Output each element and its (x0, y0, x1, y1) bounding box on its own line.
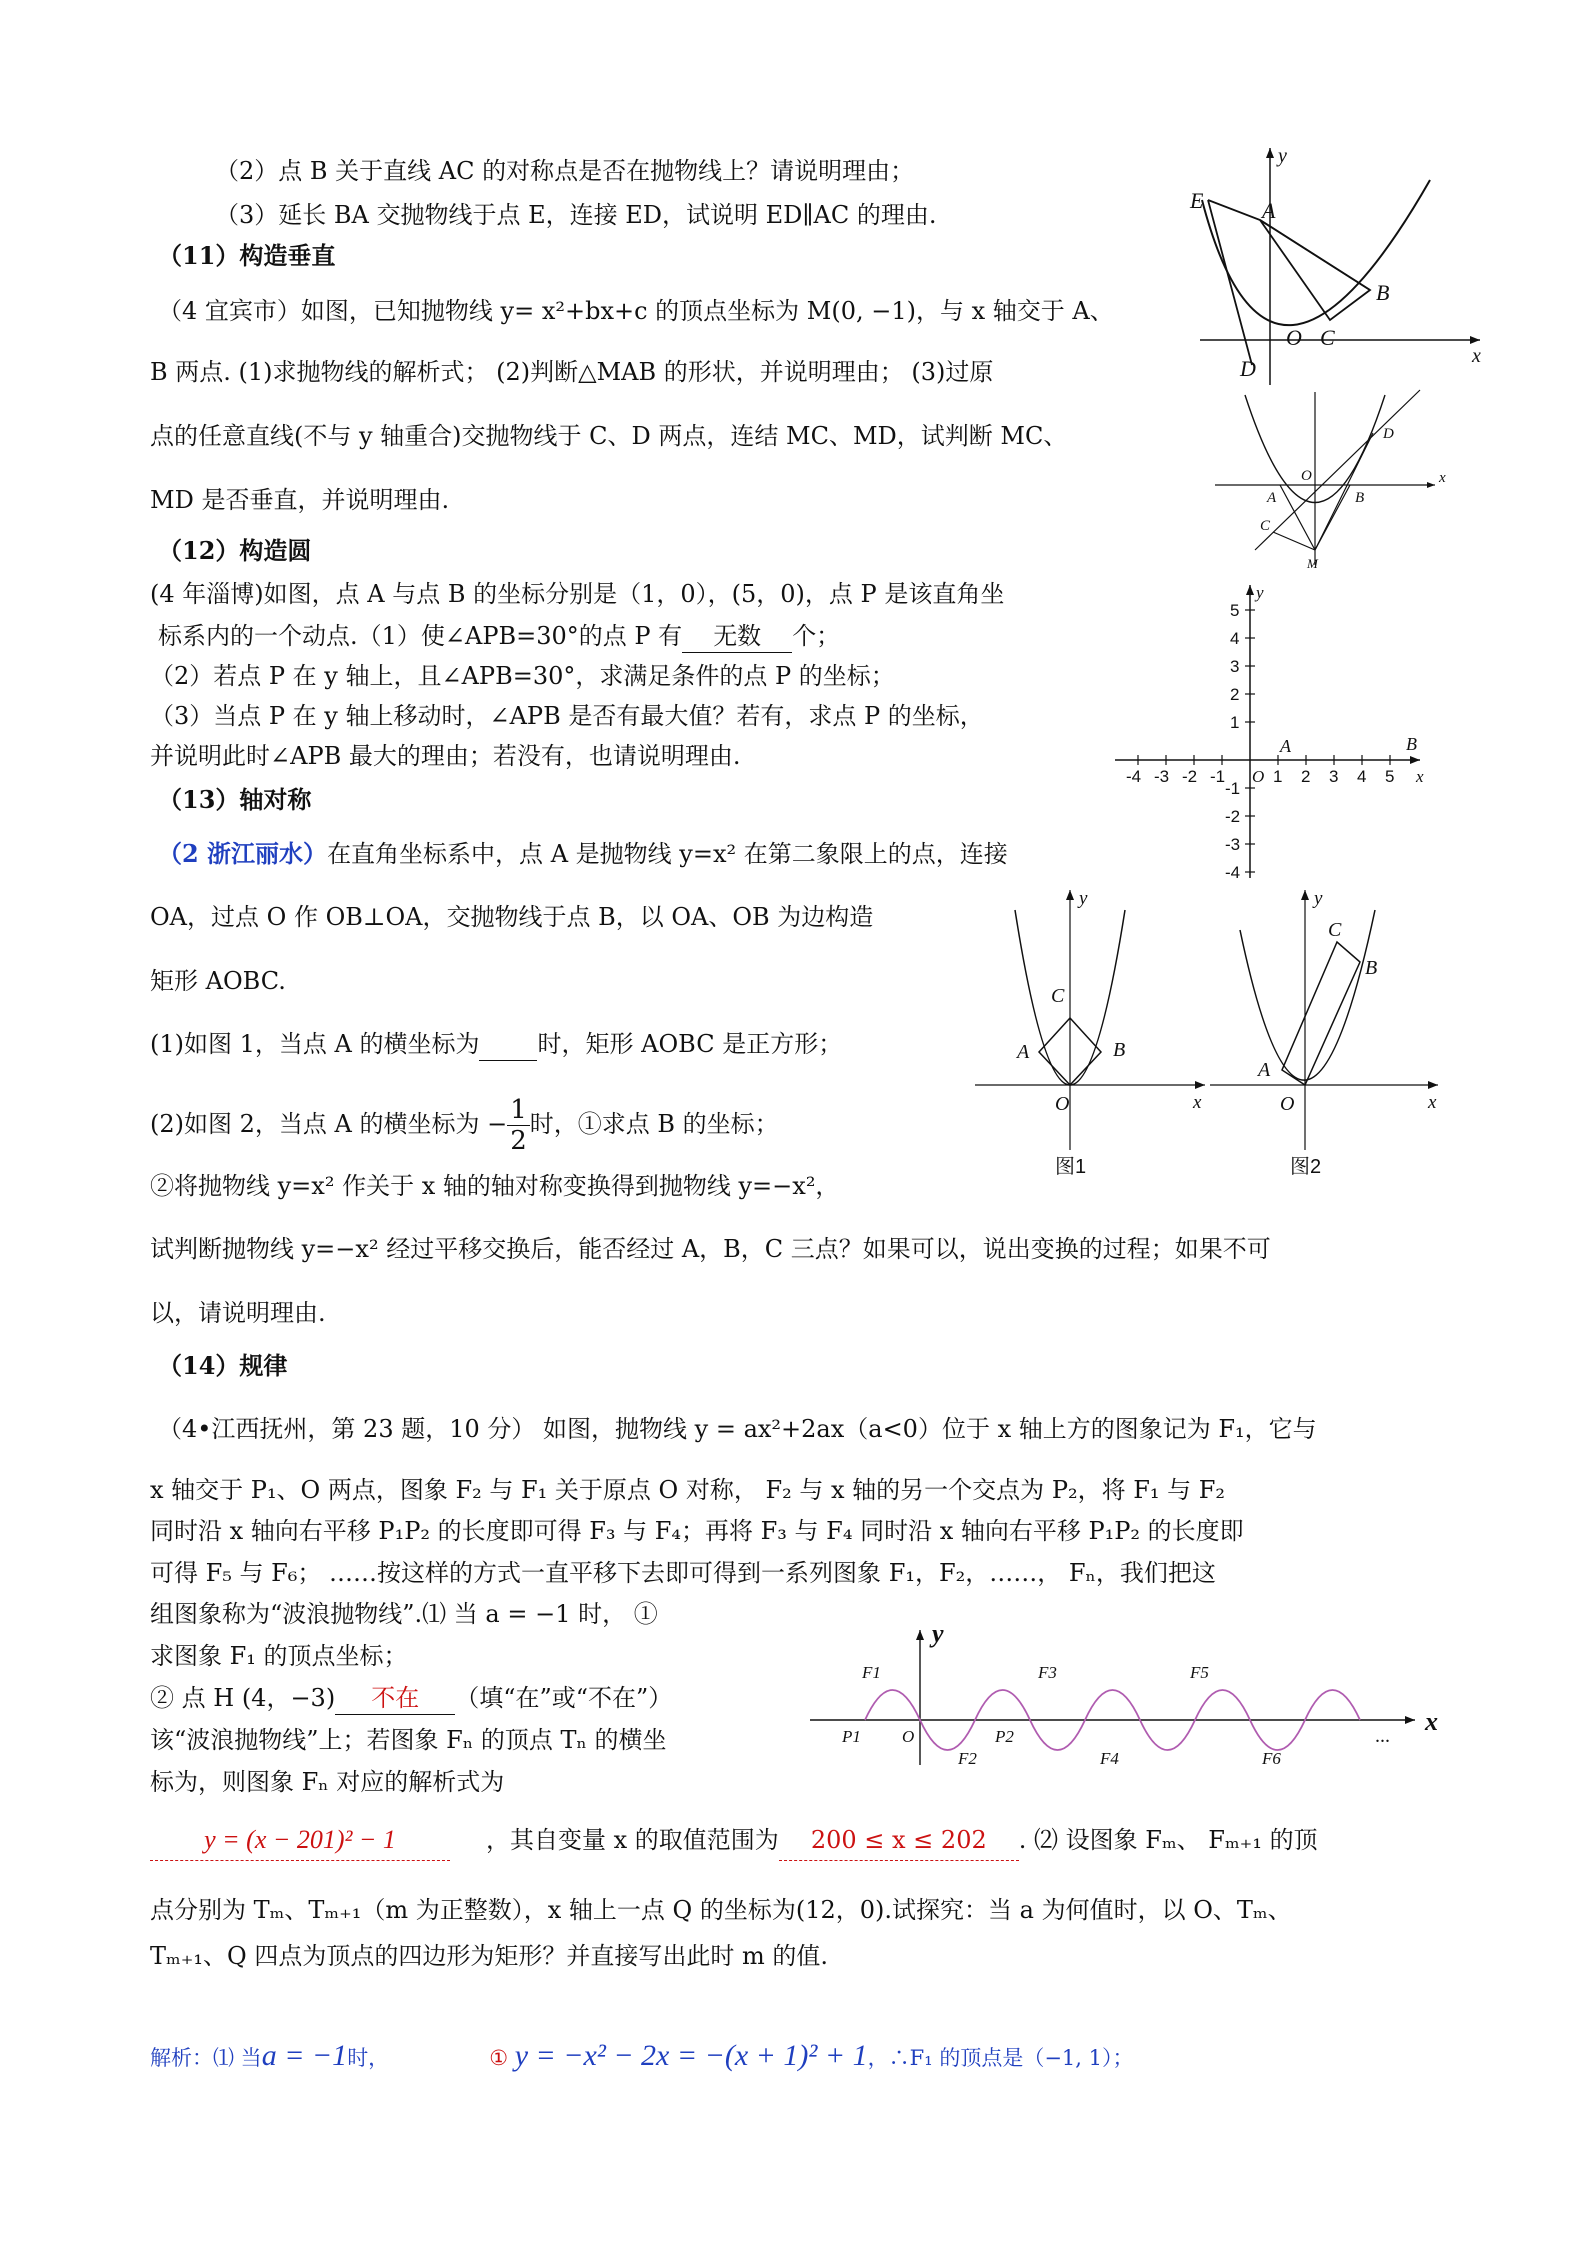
answer-expression: y = (x − 201)² − 1 (150, 1820, 450, 1861)
answer-range: 200 ≤ x ≤ 202 (779, 1820, 1019, 1861)
fig13b-label-B: B (1365, 957, 1378, 979)
fig12-label-A: A (1280, 736, 1291, 756)
fig13a-label-C: C (1051, 985, 1065, 1007)
fig14-label-y: y (932, 1619, 944, 1648)
fig12-ym2: -2 (1225, 807, 1241, 826)
fig12-x1: 1 (1273, 767, 1283, 786)
p14-k: 点分别为 Tₘ、Tₘ₊₁（m 为正整数），x 轴上一点 Q 的坐标为(12，0).试探究：当 a 为何值时，以 O、Tₘ、 (150, 1896, 1292, 1924)
solution-line (150, 2036, 1134, 2078)
fig10-label-E: E (1190, 188, 1204, 213)
fig14-label-O: O (902, 1727, 915, 1746)
p14-a: （4•江西抚州，第 23 题，10 分） 如图，抛物线 y = ax²+2ax（a<0）位于 x 轴上方的图象记为 F₁，它与 (158, 1415, 1317, 1443)
sol-mid: 时， (347, 2046, 390, 2070)
fig12-xm4: -4 (1126, 767, 1142, 786)
p13-a (158, 838, 1008, 870)
fig13a-label-A: A (1017, 1041, 1030, 1063)
figure-13-2 (1210, 890, 1450, 1180)
p12-b-post: 个； (792, 622, 841, 650)
p12-c: （2）若点 P 在 y 轴上，且∠APB=30°，求满足条件的点 P 的坐标； (150, 662, 895, 690)
p10-q3: （3）延长 BA 交抛物线于点 E，连接 ED，试说明 ED∥AC 的理由. (215, 201, 937, 229)
fig13a-label-x: x (1193, 1092, 1202, 1113)
p14-j-post: . ⑵ 设图象 Fₘ、 Fₘ₊₁ 的顶 (1018, 1826, 1318, 1854)
fig14-label-F4: F4 (1100, 1749, 1119, 1768)
fig13a-label-y: y (1079, 888, 1088, 909)
fig14-label-F3: F3 (1038, 1663, 1057, 1682)
p14-f: 求图象 F₁ 的顶点坐标； (150, 1642, 408, 1670)
fig13b-label-y: y (1314, 888, 1323, 909)
fig11-label-B: B (1355, 490, 1365, 506)
fig12-ym1: -1 (1225, 779, 1241, 798)
p13-e-pre: (2)如图 2，当点 A 的横坐标为 − (150, 1110, 508, 1138)
p14-g (150, 1682, 672, 1715)
fig13a-label-B: B (1113, 1039, 1126, 1061)
fig12-xm3: -3 (1154, 767, 1170, 786)
heading-11: （11）构造垂直 (158, 241, 336, 270)
p14-c: 同时沿 x 轴向右平移 P₁P₂ 的长度即可得 F₃ 与 F₄；再将 F₃ 与 F₄ 同时沿 x 轴向右平移 P₁P₂ 的长度即 (150, 1517, 1244, 1545)
heading-13: （13）轴对称 (158, 785, 312, 814)
p12-b (158, 620, 840, 653)
p14-l: Tₘ₊₁、Q 四点为顶点的四边形为矩形？并直接写出此时 m 的值. (150, 1942, 828, 1970)
sol-pre: 解析：⑴ 当 (150, 2046, 262, 2070)
frac-num: 1 (507, 1095, 530, 1126)
fig12-ym3: -3 (1225, 835, 1241, 854)
p14-h: 该“波浪抛物线”上；若图象 Fₙ 的顶点 Tₙ 的横坐 (150, 1726, 667, 1754)
fig12-xm2: -2 (1182, 767, 1198, 786)
fig12-xm1: -1 (1210, 767, 1226, 786)
p12-d: （3）当点 P 在 y 轴上移动时，∠APB 是否有最大值？若有，求点 P 的坐标， (150, 702, 984, 730)
p14-e: 组图象称为“波浪抛物线”.⑴ 当 a = −1 时， ① (150, 1600, 658, 1628)
fig14-label-P1: P1 (842, 1727, 861, 1746)
p11-b: B 两点. (1)求抛物线的解析式； (2)判断△MAB 的形状，并说明理由； (3)过原 (150, 358, 994, 386)
fig12-x5: 5 (1385, 767, 1395, 786)
p13-e (150, 1092, 779, 1156)
p13-h: 以，请说明理由. (150, 1299, 326, 1327)
fig12-ym4: -4 (1225, 863, 1241, 882)
p11-c: 点的任意直线(不与 y 轴重合)交抛物线于 C、D 两点，连结 MC、MD，试判断 MC、 (150, 422, 1068, 450)
heading-14: （14）规律 (158, 1351, 288, 1380)
fig14-label-F1: F1 (862, 1663, 881, 1682)
fig14-label-F2: F2 (958, 1749, 977, 1768)
fig11-label-x: x (1439, 470, 1446, 486)
p13-c: 矩形 AOBC. (150, 967, 286, 995)
fig14-label-P2: P2 (995, 1727, 1014, 1746)
p13-d (150, 1028, 842, 1061)
fig12-y3: 3 (1230, 657, 1240, 676)
p14-d: 可得 F₅ 与 F₆； ……按这样的方式一直平移下去即可得到一系列图象 F₁，F₂，……， Fₙ，我们把这 (150, 1559, 1216, 1587)
fig12-y1: 1 (1230, 713, 1240, 732)
figure-11 (1205, 390, 1455, 570)
p14-g-post: （填“在”或“不在”） (455, 1684, 673, 1712)
p13-d-post: 时，矩形 AOBC 是正方形； (537, 1030, 843, 1058)
p13-d-pre: (1)如图 1，当点 A 的横坐标为 (150, 1030, 480, 1058)
fig11-label-A: A (1267, 490, 1277, 506)
fig13a-caption: 图1 (1055, 1156, 1087, 1178)
sol-post: ，∴F₁ 的顶点是（−1, 1）； (867, 2046, 1134, 2070)
sol-eq: y = −x² − 2x = −(x + 1)² + 1 (514, 2039, 868, 2072)
fig10-label-y: y (1278, 145, 1287, 167)
p13-e-post: 时，①求点 B 的坐标； (529, 1110, 779, 1138)
fig12-x3: 3 (1329, 767, 1339, 786)
figure-13-1 (975, 890, 1215, 1180)
p10-q2: （2）点 B 关于直线 AC 的对称点是否在抛物线上？请说明理由； (215, 157, 915, 185)
fig14-label-ellipsis: ... (1375, 1725, 1390, 1747)
answer-blank (479, 1028, 537, 1061)
answer-blank-infinite: 无数 (682, 620, 792, 653)
figure-14 (810, 1620, 1450, 1780)
figure-12 (1110, 580, 1440, 880)
p13-a-text: 在直角坐标系中，点 A 是抛物线 y=x² 在第二象限上的点，连接 (327, 840, 1008, 868)
heading-12: （12）构造圆 (158, 536, 312, 565)
figure-10 (1190, 140, 1490, 390)
fig10-label-D: D (1240, 356, 1256, 381)
fig12-y2: 2 (1230, 685, 1240, 704)
p13-g: 试判断抛物线 y=−x² 经过平移交换后，能否经过 A，B，C 三点？如果可以，说出变换的过程；如果不可 (150, 1235, 1271, 1263)
p14-b: x 轴交于 P₁、O 两点，图象 F₂ 与 F₁ 关于原点 O 对称， F₂ 与 x 轴的另一个交点为 P₂，将 F₁ 与 F₂ (150, 1476, 1226, 1504)
p11-a: （4 宜宾市）如图，已知抛物线 y= x²+bx+c 的顶点坐标为 M(0, −1)，与 x 轴交于 A、 (158, 297, 1114, 325)
fig10-label-C: C (1320, 325, 1335, 350)
fig11-label-M: M (1307, 556, 1318, 571)
p14-j (150, 1820, 1318, 1861)
fig10-label-B: B (1376, 280, 1390, 305)
sol-circle: ① (489, 2046, 509, 2070)
p13-f: ②将抛物线 y=x² 作关于 x 轴的轴对称变换得到抛物线 y=−x²， (150, 1172, 840, 1200)
fig13a-label-O: O (1055, 1093, 1070, 1115)
fig14-label-x: x (1425, 1707, 1438, 1736)
sol-a: a = −1 (261, 2039, 348, 2072)
p12-b-pre: 标系内的一个动点.（1）使∠APB=30°的点 P 有 (158, 622, 683, 650)
p13-b: OA，过点 O 作 OB⊥OA，交抛物线于点 B，以 OA、OB 为边构造 (150, 903, 874, 931)
p14-j-mid: ，其自变量 x 的取值范围为 (486, 1826, 779, 1854)
fig12-y4: 4 (1230, 629, 1240, 648)
fig12-x4: 4 (1357, 767, 1367, 786)
answer-not-on: 不在 (335, 1682, 455, 1715)
p13-source: （2 浙江丽水） (158, 839, 328, 868)
fig12-y5: 5 (1230, 601, 1240, 620)
fig13b-label-A: A (1258, 1059, 1271, 1081)
fig11-label-O: O (1301, 468, 1312, 484)
fig12-label-y: y (1256, 583, 1264, 602)
p12-a: (4 年淄博)如图，点 A 与点 B 的坐标分别是（1，0），(5，0)，点 P 是该直角坐 (150, 580, 1005, 608)
fig11-label-D: D (1383, 426, 1394, 442)
p14-g-pre: ② 点 H (4，−3) (150, 1684, 336, 1712)
p11-d: MD 是否垂直，并说明理由. (150, 486, 450, 514)
p12-e: 并说明此时∠APB 最大的理由；若没有，也请说明理由. (150, 742, 741, 770)
fig14-label-F6: F6 (1262, 1749, 1281, 1768)
fig11-label-C: C (1260, 518, 1271, 534)
fig14-label-F5: F5 (1190, 1663, 1209, 1682)
fig13b-label-C: C (1328, 919, 1342, 941)
fraction-half (507, 1095, 530, 1156)
fig12-label-x: x (1416, 767, 1424, 786)
fig12-label-B: B (1406, 734, 1417, 754)
frac-den: 2 (510, 1126, 527, 1156)
fig10-label-A: A (1262, 198, 1276, 223)
fig13b-label-x: x (1428, 1092, 1437, 1113)
fig13b-label-O: O (1280, 1093, 1295, 1115)
fig13b-caption: 图2 (1290, 1156, 1322, 1178)
fig12-label-O: O (1252, 767, 1265, 786)
fig10-label-x: x (1472, 345, 1481, 367)
fig12-x2: 2 (1301, 767, 1311, 786)
p14-i: 标为，则图象 Fₙ 对应的解析式为 (150, 1768, 505, 1796)
fig10-label-O: O (1286, 325, 1302, 350)
